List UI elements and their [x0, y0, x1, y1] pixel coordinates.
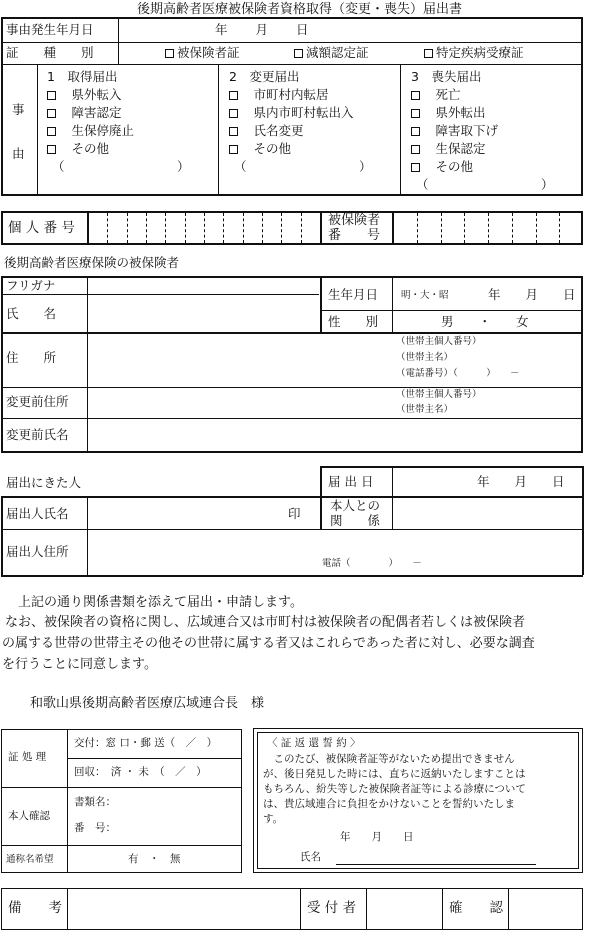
reason-option[interactable]: 市町村内転居 — [229, 89, 329, 102]
checkbox-icon[interactable] — [411, 163, 420, 172]
pledge-date-field[interactable]: 年 月 日 — [340, 831, 414, 843]
insured-name-label: 氏 名 — [6, 306, 57, 321]
applicant-phone: 電話（ ） － — [322, 558, 422, 569]
reason-option[interactable]: 生保停廃止 — [47, 125, 134, 138]
reason-other-field[interactable]: （ ） — [416, 177, 554, 192]
reason-option[interactable]: 死亡 — [411, 89, 461, 102]
checkbox-icon[interactable] — [294, 49, 303, 58]
collect-field[interactable]: 回収： 済 ・ 未 （ ／ ） — [74, 766, 207, 778]
checkbox-icon[interactable] — [411, 127, 420, 136]
relationship-label: 関 係 — [330, 513, 381, 528]
event-date-label: 事由発生年月日 — [6, 22, 94, 37]
reason-option[interactable]: その他 — [47, 143, 109, 156]
cert-option-specific-disease[interactable]: 特定疾病受療証 — [424, 47, 524, 60]
applicant-name-label: 届出人氏名 — [6, 506, 69, 521]
digit-separator — [204, 213, 205, 243]
reason-acquisition-title: 1 取得届出 — [47, 69, 118, 84]
statement-line: 上記の通り関係書類を添えて届出・申請します。 — [18, 595, 303, 610]
digit-separator — [301, 213, 302, 243]
digit-separator — [536, 213, 537, 243]
alias-request-options[interactable]: 有 ・ 無 — [128, 853, 181, 865]
pledge-line: もちろん、紛失等した被保険者証等による診療について — [263, 783, 526, 795]
digit-separator — [165, 213, 166, 243]
statement-line: なお、被保険者の資格に関し、広域連合又は市町村は被保険者の配偶者若しくは被保険者 — [5, 615, 526, 630]
digit-separator — [441, 213, 442, 243]
reason-loss-title: 3 喪失届出 — [411, 69, 482, 84]
previous-household-head-name: （世帯主名） — [396, 404, 454, 415]
reason-option[interactable]: 障害取下げ — [411, 125, 498, 138]
household-head-name: （世帯主名） — [396, 352, 454, 363]
checkbox-icon[interactable] — [424, 49, 433, 58]
digit-separator — [417, 213, 418, 243]
birth-date-label: 生年月日 — [328, 287, 379, 302]
checkbox-icon[interactable] — [411, 91, 420, 100]
digit-separator — [262, 213, 263, 243]
pledge-line: このたび、被保険者証等がないため提出できません — [263, 753, 515, 765]
document-number-field[interactable]: 番 号： — [74, 822, 116, 834]
reason-other-field[interactable]: （ ） — [52, 159, 190, 174]
digit-separator — [243, 213, 244, 243]
household-head-number: （世帯主個人番号） — [396, 336, 482, 347]
addressee: 和歌山県後期高齢者医療広域連合長 様 — [30, 696, 265, 711]
checkbox-icon[interactable] — [411, 145, 420, 154]
checkbox-icon[interactable] — [47, 91, 56, 100]
applicant-address-label: 届出人住所 — [6, 544, 69, 559]
receiver-label: 受 付 者 — [307, 900, 357, 916]
checkbox-icon[interactable] — [47, 145, 56, 154]
phone-number: （電話番号）（ ） － — [396, 368, 520, 379]
reason-option[interactable]: その他 — [411, 161, 473, 174]
issue-field[interactable]: 交付：窓 口・郵 送（ ／ ） — [74, 737, 218, 749]
previous-household-head-number: （世帯主個人番号） — [396, 389, 482, 400]
reason-option[interactable]: 県内市町村転出入 — [229, 107, 354, 120]
reason-label: 由 — [12, 146, 25, 161]
birth-date-field[interactable]: 年 月 日 — [488, 287, 576, 302]
reason-option[interactable]: その他 — [229, 143, 291, 156]
filing-date-field[interactable]: 年 月 日 — [477, 474, 565, 489]
event-date-field[interactable]: 年 月 日 — [215, 22, 310, 37]
reason-change-title: 2 変更届出 — [229, 69, 300, 84]
reason-option[interactable]: 県外転出 — [411, 107, 486, 120]
identity-check-label: 本人確認 — [8, 810, 50, 822]
insured-number-label: 番 号 — [328, 228, 381, 243]
confirm-label: 確 認 — [449, 900, 503, 916]
checkbox-icon[interactable] — [47, 109, 56, 118]
insured-table — [1, 276, 583, 453]
pledge-line: す。 — [263, 813, 284, 825]
pledge-name-field[interactable] — [336, 864, 536, 865]
alias-request-label: 通称名希望 — [6, 854, 54, 865]
personal-number-label: 個 人 番 号 — [8, 220, 75, 236]
checkbox-icon[interactable] — [229, 91, 238, 100]
digit-separator — [127, 213, 128, 243]
checkbox-icon[interactable] — [47, 127, 56, 136]
form-title: 後期高齢者医療被保険者資格取得（変更・喪失）届出書 — [136, 2, 462, 17]
digit-separator — [512, 213, 513, 243]
seal-mark: 印 — [288, 506, 301, 521]
pledge-line: が、後日発見した時には、直ちに返納いたしますことは — [263, 768, 526, 780]
digit-separator — [185, 213, 186, 243]
digit-separator — [146, 213, 147, 243]
reason-option[interactable]: 障害認定 — [47, 107, 122, 120]
filing-date-label: 届 出 日 — [328, 474, 374, 489]
digit-separator — [281, 213, 282, 243]
cert-option-reduction[interactable]: 減額認定証 — [294, 47, 369, 60]
insured-number-label: 被保険者 — [328, 213, 381, 228]
checkbox-icon[interactable] — [229, 145, 238, 154]
relationship-label: 本人との — [330, 498, 381, 513]
reason-other-field[interactable]: （ ） — [234, 159, 372, 174]
document-name-field[interactable]: 書類名： — [74, 796, 116, 808]
pledge-line: は、貴広域連合に負担をかけないことを誓約いたしま — [263, 798, 515, 810]
digit-separator — [559, 213, 560, 243]
reason-option[interactable]: 生保認定 — [411, 143, 486, 156]
insured-section-heading: 後期高齢者医療保険の被保険者 — [4, 255, 180, 270]
birth-era-options[interactable]: 明・大・昭 — [401, 290, 449, 301]
reason-label: 事 — [12, 102, 25, 117]
checkbox-icon[interactable] — [229, 127, 238, 136]
digit-separator — [488, 213, 489, 243]
digit-separator — [223, 213, 224, 243]
processing-label: 証 処 理 — [8, 751, 47, 763]
previous-address-label: 変更前住所 — [6, 394, 69, 409]
sex-options[interactable]: 男 ・ 女 — [441, 314, 529, 329]
reason-option[interactable]: 県外転入 — [47, 89, 122, 102]
digit-separator — [464, 213, 465, 243]
previous-name-label: 変更前氏名 — [6, 427, 69, 442]
pledge-name-label: 氏名 — [300, 851, 321, 863]
sex-label: 性 別 — [328, 314, 379, 329]
checkbox-icon[interactable] — [165, 49, 174, 58]
applicant-heading: 届出にきた人 — [6, 475, 82, 490]
cert-option-insured[interactable]: 被保険者証 — [165, 47, 240, 60]
statement-line: を行うことに同意します。 — [2, 657, 157, 672]
address-label: 住 所 — [6, 350, 57, 365]
pledge-title: 〈 証 返 還 誓 約 〉 — [267, 737, 361, 749]
certificate-label: 証 種 別 — [6, 45, 94, 60]
reason-option[interactable]: 氏名変更 — [229, 125, 304, 138]
checkbox-icon[interactable] — [411, 109, 420, 118]
statement-line: の属する世帯の世帯主その他その世帯に属する者又はこれらであった者に対し、必要な調査 — [2, 636, 535, 651]
remarks-label: 備 考 — [8, 900, 62, 916]
furigana-label: フリガナ — [6, 278, 56, 293]
digit-separator — [107, 213, 108, 243]
checkbox-icon[interactable] — [229, 109, 238, 118]
